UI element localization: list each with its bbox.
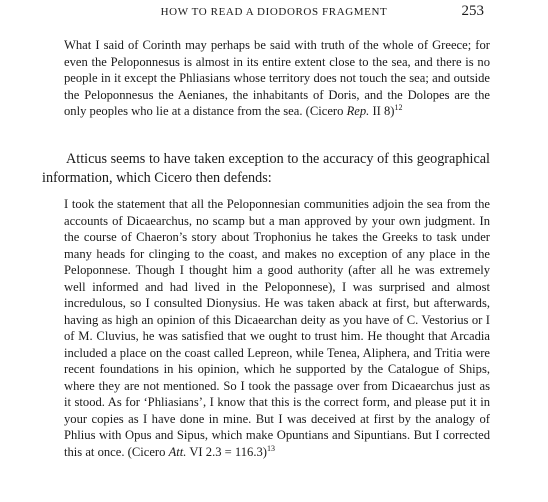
running-head: HOW TO READ A DIODOROS FRAGMENT <box>160 6 388 18</box>
quote-text: I took the statement that all the Peloponnesian communities adjoin the sea from the accounts of Dicaearchus, no scamp but a man approved by your own judgment. In the course of Chaeron’s story about Trophonius he takes the Greeks to task under many heads for clinging to the coast, and makes no exception of any place in the Peloponnese. Though I thought him a good authority (after all he was extremely well informed and had lived in the Peloponnese), I was surprised and almost incredulous, so I consulted Dionysius. He was taken aback at first, but afterwards, having as high an opinion of this Dicaearchan deity as you have of C. Vestorius or I of M. Cluvius, he was satisfied that we ought to trust him. He thought that Arcadia included a place on the coast called Lepreon, while Tenea, Aliphera, and Tritia were recent foundations in his opinion, which he supported by the Catalogue of Ships, where they are not mentioned. So I took the passage over from Dicaearchus just as it stood. As for ‘Phliasians’, I know that this is the correct form, and please put it in your copies as I have done in mine. But I was deceived at first by the analogy of Phlius with Opus and Sipus, which make Opuntians and Sipuntians. But I corrected this at once. (Cicero <box>64 197 490 459</box>
footnote-ref[interactable]: 13 <box>266 443 275 453</box>
footnote-ref[interactable]: 12 <box>394 103 403 112</box>
page-number: 253 <box>461 3 484 19</box>
quote-text: What I said of Corinth may perhaps be said with truth of the whole of Greece; for even the Peloponnesus is almost in its entire extent close to the sea, and there is no people in it except the Phliasians whose territory does not touch the sea; and outside the Peloponnesus the Aenianes, the inhabitants of Doris, and the Dolopes are the only peoples who lie at a distance from the sea. (Cicero <box>64 38 490 118</box>
citation-work: Rep. <box>346 104 370 118</box>
page-header <box>0 4 548 22</box>
citation-locus: II 8) <box>369 104 395 118</box>
citation-work: Att. <box>168 444 187 459</box>
citation-locus: VI 2.3 = 116.3) <box>186 444 267 459</box>
body-paragraph: Atticus seems to have taken exception to the accuracy of this geographical information, which Cicero then defends: <box>42 151 490 186</box>
block-quote-cicero-republic <box>64 37 490 120</box>
block-quote-cicero-atticus <box>64 196 490 460</box>
